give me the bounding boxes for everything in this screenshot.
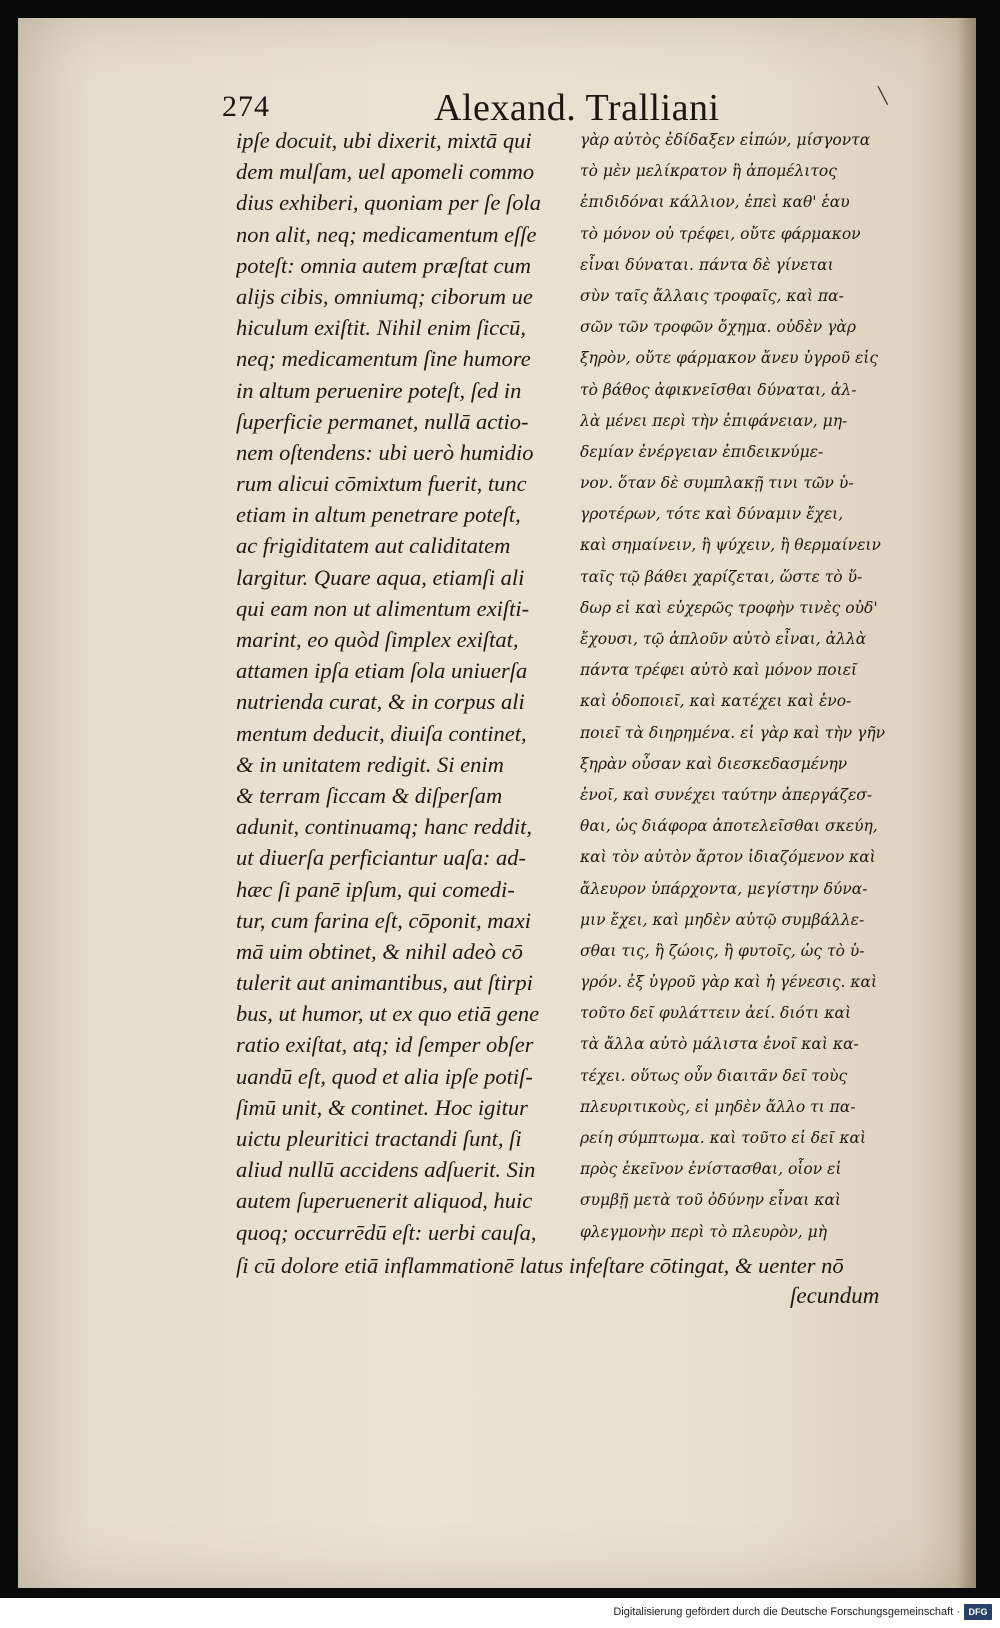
greek-text-line: μιν ἔχει, καὶ μηδὲν αὐτῷ συμβάλλε- — [580, 910, 865, 929]
greek-text-line: ἑνοῖ, καὶ συνέχει ταύτην ἀπεργάζεσ- — [580, 785, 873, 804]
latin-text-line: uandū eſt, quod et alia ipſe potiſ- — [236, 1063, 533, 1089]
greek-text-line: φλεγμονὴν περὶ τὸ πλευρὸν, μὴ — [580, 1222, 828, 1241]
printer-mark-icon: ╲ — [878, 86, 888, 105]
greek-text-line: δεμίαν ἐνέργειαν ἐπιδεικνύμε- — [580, 442, 824, 461]
latin-text-line: nem oſtendens: ubi uerò humidio — [236, 439, 534, 465]
greek-text-line: θαι, ὡς διάφορα ἀποτελεῖσθαι σκεύη, — [580, 817, 878, 836]
greek-text-line: σθαι τις, ἢ ζώοις, ἢ φυτοῖς, ὡς τὸ ὑ- — [580, 941, 865, 960]
funding-credit: Digitalisierung gefördert durch die Deutsche Forschungsgemeinschaft · — [613, 1606, 960, 1618]
greek-text-line: καὶ τὸν αὐτὸν ἄρτον ἰδιαζόμενον καὶ — [580, 848, 876, 867]
greek-text-line: γὰρ αὐτὸς ἐδίδαξεν εἰπών, μίσγοντα — [580, 131, 871, 149]
greek-text-line: ξηρὰν οὖσαν καὶ διεσκεδασμένην — [580, 754, 848, 773]
latin-text-line: poteſt: omnia autem præſtat cum — [236, 252, 531, 278]
latin-text-line: dius exhiberi, quoniam per ſe ſola — [236, 190, 541, 216]
latin-text-line: adunit, continuamq; hanc reddit, — [236, 814, 533, 840]
latin-text-line: rum alicui cōmixtum fuerit, tunc — [236, 471, 527, 497]
latin-text-line: nutrienda curat, & in corpus ali — [236, 689, 525, 715]
latin-text-line: tulerit aut animantibus, aut ſtirpi — [236, 970, 533, 996]
latin-text-line: non alit, neq; medicamentum eſſe — [236, 221, 537, 247]
greek-text-line: σὺν ταῖς ἄλλαις τροφαῖς, καὶ πα- — [580, 286, 844, 305]
latin-text-line: etiam in altum penetrare poteſt, — [236, 502, 521, 528]
latin-text-line: marint, eo quòd ſimplex exiſtat, — [236, 627, 519, 652]
full-width-line: ſi cū dolore etiā inflammationē latus infeſtare cōtingat, & uenter nō — [236, 1253, 844, 1278]
greek-text-line: ἔχουσι, τῷ ἁπλοῦν αὐτὸ εἶναι, ἀλλὰ — [580, 630, 867, 648]
greek-text-line: καὶ ὁδοποιεῖ, καὶ κατέχει καὶ ἑνο- — [580, 692, 852, 711]
greek-text-line: ταῖς τῷ βάθει χαρίζεται, ὥστε τὸ ὕ- — [580, 567, 863, 586]
latin-text-line: mentum deducit, diuiſa continet, — [236, 720, 527, 746]
greek-text-line: δωρ εἰ καὶ εὐχερῶς τροφὴν τινὲς οὐδ' — [580, 598, 878, 617]
latin-text-line: qui eam non ut alimentum exiſti- — [236, 595, 530, 621]
latin-text-line: attamen ipſa etiam ſola uniuerſa — [236, 658, 528, 684]
greek-text-line: σῶν τῶν τροφῶν ὄχημα. οὐδὲν γὰρ — [580, 318, 856, 337]
dfg-logo: DFG — [964, 1604, 992, 1620]
latin-text-line: largitur. Quare aqua, etiamſi ali — [236, 564, 525, 590]
greek-text-line: τοῦτο δεῖ φυλάττειν ἀεί. διότι καὶ — [580, 1004, 852, 1023]
latin-text-line: & in unitatem redigit. Si enim — [236, 751, 504, 777]
page-spine-shadow — [956, 18, 976, 1588]
greek-text-line: τὰ ἄλλα αὐτὸ μάλιστα ἑνοῖ καὶ κα- — [580, 1035, 859, 1054]
latin-text-line: mā uim obtinet, & nihil adeò cō — [236, 938, 523, 964]
latin-text-line: ſimū unit, & continet. Hoc igitur — [236, 1094, 528, 1120]
greek-text-line: πάντα τρέφει αὐτὸ καὶ μόνον ποιεῖ — [580, 661, 858, 680]
greek-text-column — [580, 125, 930, 1248]
latin-text-line: ſuperficie permanet, nullā actio- — [236, 408, 529, 434]
latin-text-line: dem mulſam, uel apomeli commo — [236, 159, 535, 185]
greek-text-line: ἄλευρον ὑπάρχοντα, μεγίστην δύνα- — [580, 879, 868, 898]
catchword: ſecundum — [790, 1283, 880, 1308]
running-head: Alexand. Tralliani — [434, 87, 720, 129]
greek-text-line: ξηρὸν, οὔτε φάρμακον ἄνευ ὑγροῦ εἰς — [580, 349, 879, 368]
latin-text-column — [236, 125, 576, 1248]
greek-text-line: τὸ μὲν μελίκρατον ἢ ἀπομέλιτος — [580, 162, 837, 181]
latin-text-line: ac frigiditatem aut caliditatem — [236, 533, 511, 559]
greek-text-line: ἐπιδιδόναι κάλλιον, ἐπεὶ καθ' ἑαυ — [580, 193, 850, 212]
page-number: 274 — [222, 90, 270, 123]
greek-text-line: γροτέρων, τότε καὶ δύναμιν ἔχει, — [580, 505, 844, 524]
latin-text-line: ratio exiſtat, atq; id ſemper obſer — [236, 1032, 534, 1058]
latin-text-line: quoq; occurrēdū eſt: uerbi cauſa, — [236, 1219, 537, 1245]
latin-text-line: bus, ut humor, ut ex quo etiā gene — [236, 1001, 540, 1027]
greek-text-line: ρείη σύμπτωμα. καὶ τοῦτο εἰ δεῖ καὶ — [580, 1129, 867, 1147]
greek-text-line: καὶ σημαίνειν, ἢ ψύχειν, ἢ θερμαίνειν — [580, 536, 881, 555]
greek-text-line: γρόν. ἐξ ὑγροῦ γὰρ καὶ ἡ γένεσις. καὶ — [580, 973, 878, 992]
latin-text-line: hæc ſi panē ipſum, qui comedi- — [236, 876, 515, 902]
latin-text-line: tur, cum farina eſt, cōponit, maxi — [236, 907, 531, 933]
latin-text-line: aliud nullū accidens adſuerit. Sin — [236, 1157, 536, 1183]
latin-text-line: hiculum exiſtit. Nihil enim ſiccū, — [236, 315, 526, 341]
greek-text-line: πρὸς ἐκεῖνον ἐνίστασθαι, οἷον εἰ — [580, 1160, 842, 1179]
greek-text-line: συμβῇ μετὰ τοῦ ὀδύνην εἶναι καὶ — [580, 1191, 842, 1210]
greek-text-line: εἶναι δύναται. πάντα δὲ γίνεται — [580, 255, 834, 274]
greek-text-line: ποιεῖ τὰ διηρημένα. εἰ γὰρ καὶ τὴν γῆν — [580, 723, 886, 742]
latin-text-line: uictu pleuritici tractandi ſunt, ſi — [236, 1126, 522, 1151]
latin-text-line: alijs cibis, omniumq; ciborum ue — [236, 283, 533, 309]
latin-text-line: & terram ſiccam & diſperſam — [236, 782, 503, 808]
greek-text-line: τέχει. οὕτως οὖν διαιτᾶν δεῖ τοὺς — [580, 1066, 848, 1085]
latin-text-line: autem ſuperuenerit aliquod, huic — [236, 1188, 533, 1214]
greek-text-line: τὸ βάθος ἀφικνεῖσθαι δύναται, ἀλ- — [580, 380, 857, 399]
latin-text-line: neq; medicamentum ſine humore — [236, 346, 531, 372]
greek-text-line: τὸ μόνον οὐ τρέφει, οὔτε φάρμακον — [580, 224, 861, 243]
latin-text-line: ipſe docuit, ubi dixerit, mixtā qui — [236, 128, 532, 153]
greek-text-line: λὰ μένει περὶ τὴν ἐπιφάνειαν, μη- — [580, 411, 848, 430]
latin-text-line: ut diuerſa perficiantur uaſa: ad- — [236, 845, 526, 871]
footer-bar — [0, 1598, 1000, 1628]
greek-text-line: πλευριτικοὺς, εἰ μηδὲν ἄλλο τι πα- — [580, 1097, 856, 1116]
greek-text-line: νον. ὅταν δὲ συμπλακῇ τινι τῶν ὑ- — [580, 474, 854, 493]
latin-text-line: in altum peruenire poteſt, ſed in — [236, 377, 522, 403]
